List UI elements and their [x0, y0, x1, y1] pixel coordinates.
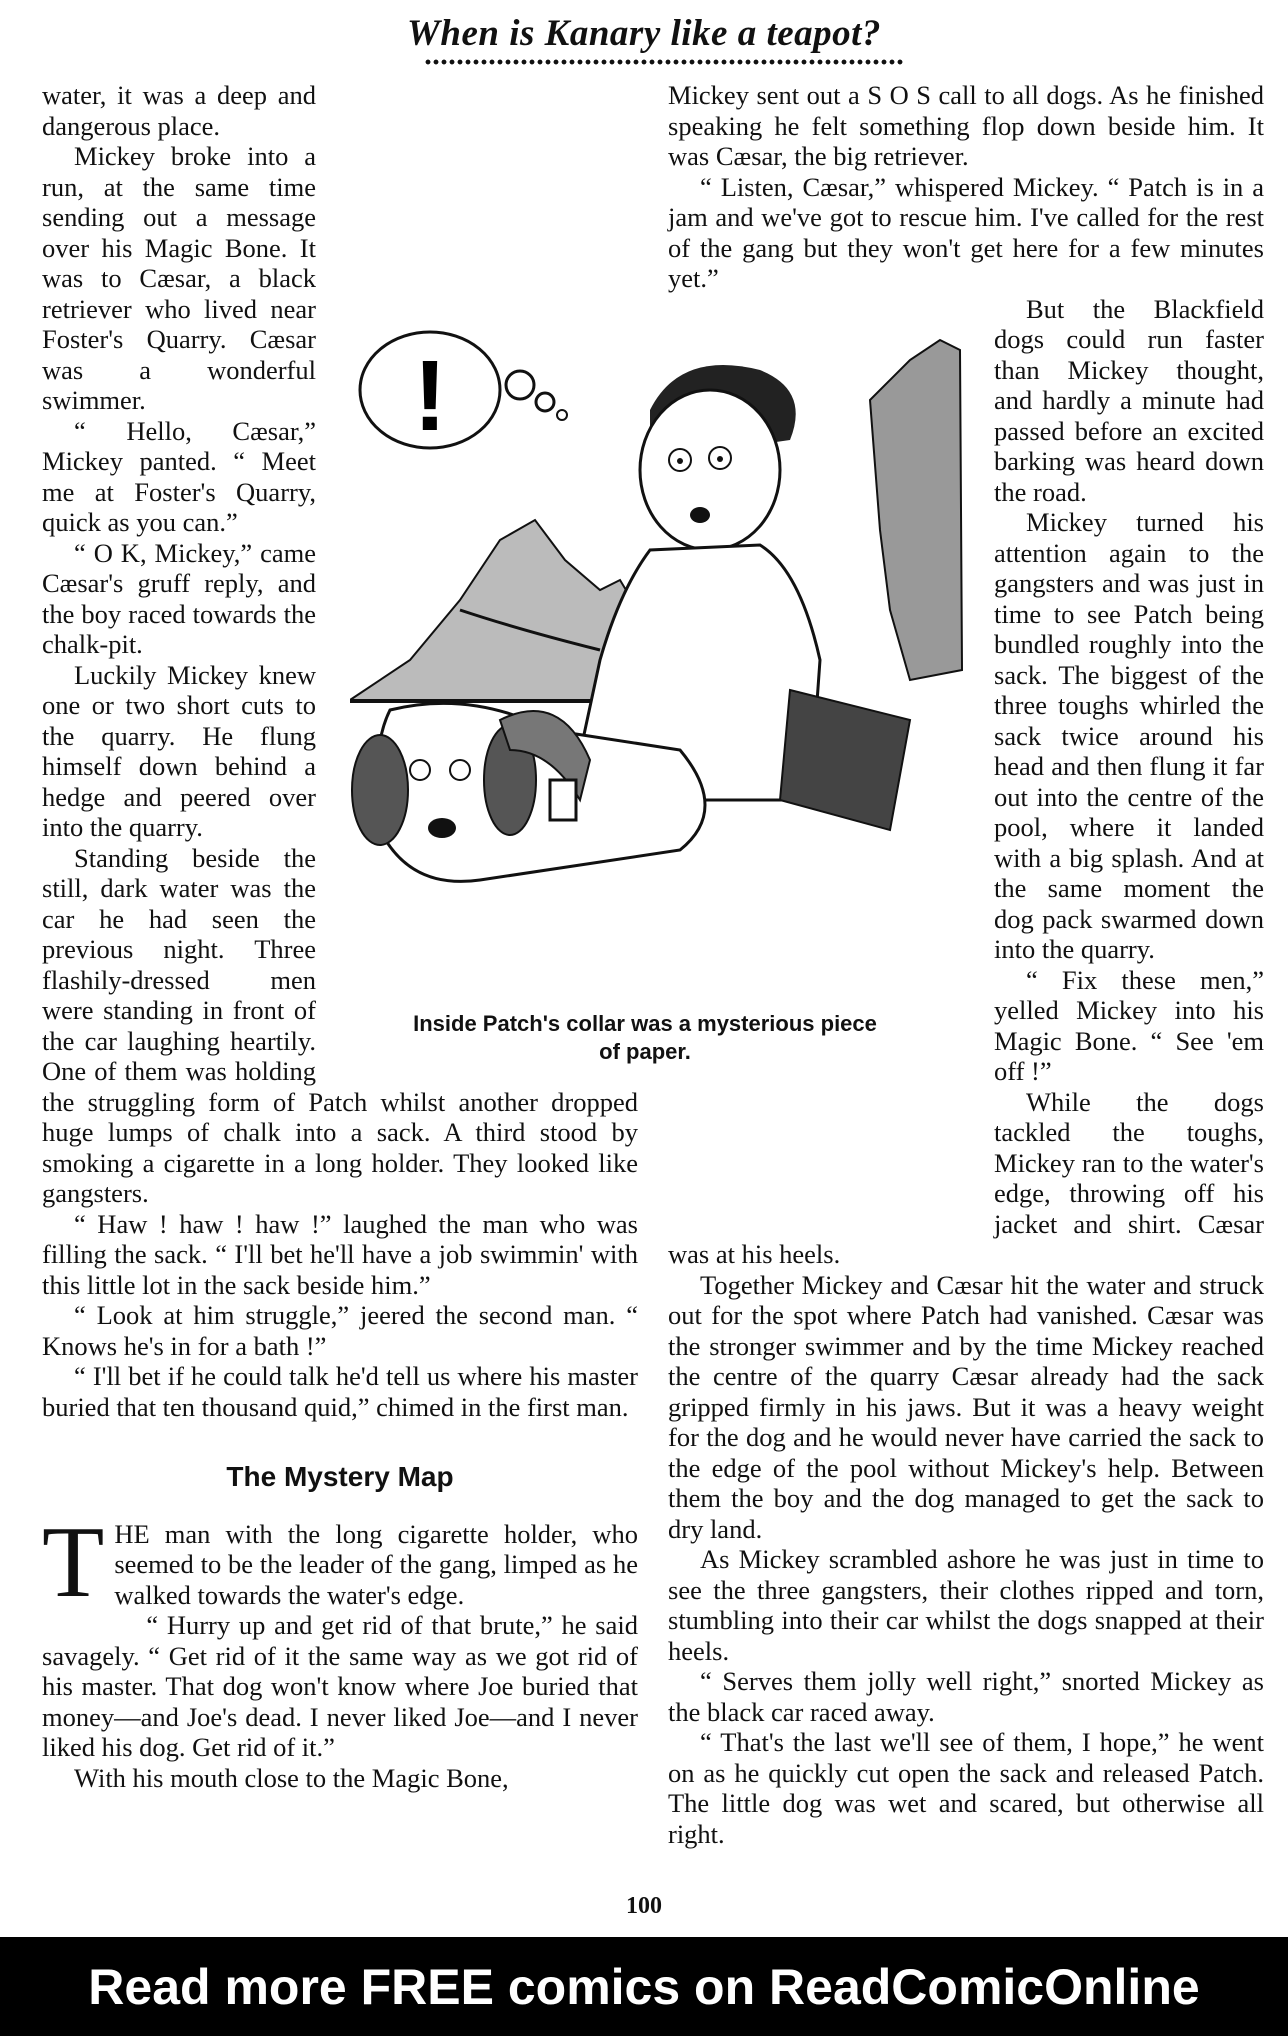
paragraph: “ Hello, Cæsar,” Mickey panted. “ Meet me at Foster's Quarry, quick as you can.” — [42, 415, 316, 537]
paragraph: “ Listen, Cæsar,” whispered Mickey. “ Patch is in a jam and we've got to rescue him. I've called for the rest of the gang but they won't get here for a few minutes yet.” — [668, 171, 1264, 293]
paragraph: water, it was a deep and dangerous place. — [42, 80, 316, 141]
paragraph: Luckily Mickey knew one or two short cuts to the quarry. He flung himself down behind a hedge and peered over into the quarry. — [42, 659, 316, 842]
cliff-shape — [870, 340, 962, 680]
drop-cap: T — [42, 1505, 105, 1619]
paragraph: Standing beside the still, dark water was the car he had seen the previous night. Three flashily-dressed men were standing in front of the car laughing heartily. One of them was holding the struggling form of Patch whilst another dropped huge lumps of chalk into a sack. A third stood by smoking a cigarette in a long holder. They looked like gangsters. — [42, 842, 638, 1208]
paragraph: Together Mickey and Cæsar hit the water and struck out for the spot where Patch had vanished. Cæsar was the stronger swimmer and by the time Mickey reached the centre of the quarry Cæsar already had the sack gripped firmly in his jaws. But it was a heavy weight for the dog and he would never have carried the sack to the edge of the pool without Mickey's help. Between them the boy and the dog managed to get the sack to dry land. — [668, 1269, 1264, 1544]
thought-dot — [557, 410, 567, 420]
paragraph: “ Fix these men,” yelled Mickey into his Magic Bone. “ See 'em off !” — [994, 964, 1264, 1086]
collar-buckle — [550, 780, 576, 820]
thought-dot — [506, 371, 534, 399]
paragraph: “ I'll bet if he could talk he'd tell us where his master buried that ten thousand quid,” chimed in the first man. — [42, 1361, 638, 1422]
paragraph: Mickey sent out a S O S call to all dogs. As he finished speaking he felt something flop down beside him. It was Cæsar, the big retriever. — [668, 80, 1264, 171]
paragraph: “ O K, Mickey,” came Cæsar's gruff reply, and the boy raced towards the chalk-pit. — [42, 537, 316, 659]
boy-shorts — [780, 690, 910, 830]
boy-head — [640, 390, 780, 550]
paragraph: Mickey broke into a run, at the same time sending out a message over his Magic Bone. It was to Cæsar, a black retriever who lived near Foster's Quarry. Cæsar was a wonderful swimmer. — [42, 141, 316, 415]
paragraph: As Mickey scrambled ashore he was just in time to see the three gangsters, their clothes ripped and torn, stumbling into their car whilst the dogs snapped at their heels. — [668, 1544, 1264, 1666]
promo-banner[interactable]: Read more FREE comics on ReadComicOnline — [0, 1937, 1288, 2036]
dog-eye — [410, 760, 430, 780]
paragraph: But the Blackfield dogs could run faster than Mickey thought, and hardly a minute had passed before an excited barking was heard down the road. — [994, 293, 1264, 507]
thought-bubble-text: ! — [413, 340, 447, 452]
dog-eye — [450, 760, 470, 780]
page-header-title: When is Kanary like a teapot? — [407, 13, 881, 54]
paragraph: “ That's the last we'll see of them, I hope,” he went on as he quickly cut open the sack and released Patch. The little dog was wet and scared, but otherwise all right. — [668, 1727, 1264, 1849]
page-number: 100 — [626, 1893, 662, 1919]
boy-mouth — [690, 507, 710, 523]
paragraph: While the dogs tackled the toughs, Mickey ran to the water's edge, throwing off his jacket and shirt. Cæsar was at his heels. — [668, 1086, 1264, 1269]
illustration-caption: Inside Patch's collar was a mysterious piece of paper. — [413, 1011, 877, 1064]
thought-dot — [536, 393, 554, 411]
paragraph: “ Serves them jolly well right,” snorted Mickey as the black car raced away. — [668, 1666, 1264, 1727]
dog-nose — [428, 818, 456, 838]
paragraph: Mickey turned his attention again to the gangsters and was just in time to see Patch being bundled roughly into the sack. The biggest of the three toughs whirled the sack twice around his head and then flung it far out into the centre of the pool, where it landed with a big splash. And at the same moment the dog pack swarmed down into the quarry. — [994, 507, 1264, 964]
paragraph: “ Haw ! haw ! haw !” laughed the man who was filling the sack. “ I'll bet he'll have a job swimmin' with this little lot in the sack beside him.” — [42, 1208, 638, 1300]
section-heading: The Mystery Map — [226, 1461, 454, 1492]
paragraph: “ Hurry up and get rid of that brute,” he said savagely. “ Get rid of it the same way as we got rid of his master. That dog won't know where Joe buried that money—and Joe's dead. I never liked Joe—and I never liked his dog. Get rid of it.” — [42, 1610, 638, 1762]
comic-illustration — [350, 330, 970, 1020]
dog-ear — [352, 735, 408, 845]
paragraph: “ Look at him struggle,” jeered the second man. “ Knows he's in for a bath !” — [42, 1300, 638, 1361]
paragraph: HE man with the long cigarette holder, who seemed to be the leader of the gang, limped as he walked towards the water's edge. — [114, 1518, 638, 1610]
header-dotted-rule — [424, 58, 904, 66]
paragraph: With his mouth close to the Magic Bone, — [74, 1762, 509, 1793]
